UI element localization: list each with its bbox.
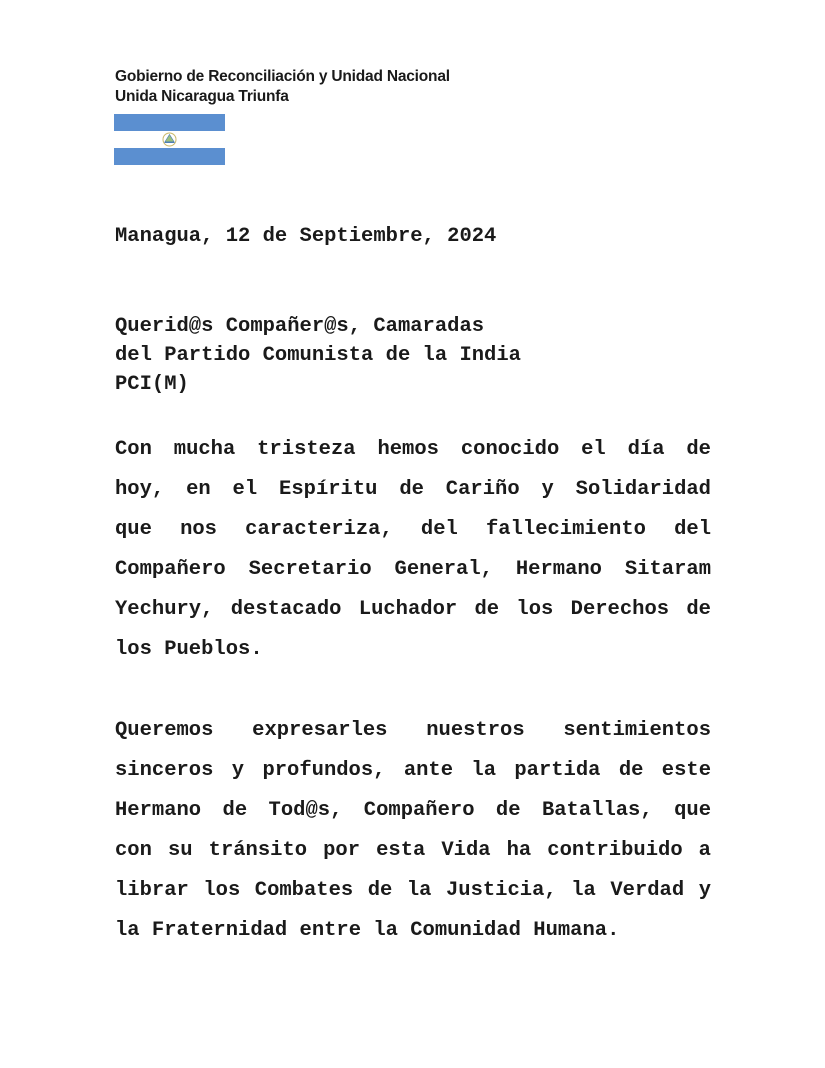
salutation-line: del Partido Comunista de la India bbox=[115, 344, 521, 367]
paragraph-line: Compañero Secretario General, Hermano Sitaram bbox=[115, 558, 711, 581]
letter-paragraph-sentiments bbox=[115, 711, 711, 951]
paragraph-line: los Pueblos. bbox=[115, 638, 263, 661]
nicaragua-flag-icon bbox=[114, 114, 225, 165]
salutation-line: Querid@s Compañer@s, Camaradas bbox=[115, 315, 485, 338]
paragraph-line: Con mucha tristeza hemos conocido el día de bbox=[115, 438, 711, 461]
flag-top-stripe bbox=[114, 114, 225, 131]
paragraph-line: hoy, en el Espíritu de Cariño y Solidaridad bbox=[115, 478, 711, 501]
paragraph-line: librar los Combates de la Justicia, la Verdad y bbox=[115, 879, 711, 902]
letterhead-government-name: Gobierno de Reconciliación y Unidad Nacional bbox=[115, 68, 450, 85]
letter-paragraph-condolence bbox=[115, 430, 711, 670]
salutation-line: PCI(M) bbox=[115, 373, 189, 396]
flag-bottom-stripe bbox=[114, 148, 225, 165]
paragraph-line: Yechury, destacado Luchador de los Derechos de bbox=[115, 598, 711, 621]
letter-salutation bbox=[115, 312, 521, 399]
paragraph-line: la Fraternidad entre la Comunidad Humana. bbox=[115, 919, 620, 942]
flag-emblem-icon bbox=[163, 133, 176, 146]
paragraph-line: con su tránsito por esta Vida ha contribuido a bbox=[115, 839, 711, 862]
paragraph-line: Queremos expresarles nuestros sentimientos bbox=[115, 719, 711, 742]
paragraph-line: que nos caracteriza, del fallecimiento del bbox=[115, 518, 711, 541]
letter-date: Managua, 12 de Septiembre, 2024 bbox=[115, 225, 497, 248]
letterhead-slogan: Unida Nicaragua Triunfa bbox=[115, 88, 289, 105]
paragraph-line: Hermano de Tod@s, Compañero de Batallas, que bbox=[115, 799, 711, 822]
letterhead bbox=[115, 67, 450, 107]
paragraph-line: sinceros y profundos, ante la partida de este bbox=[115, 759, 711, 782]
